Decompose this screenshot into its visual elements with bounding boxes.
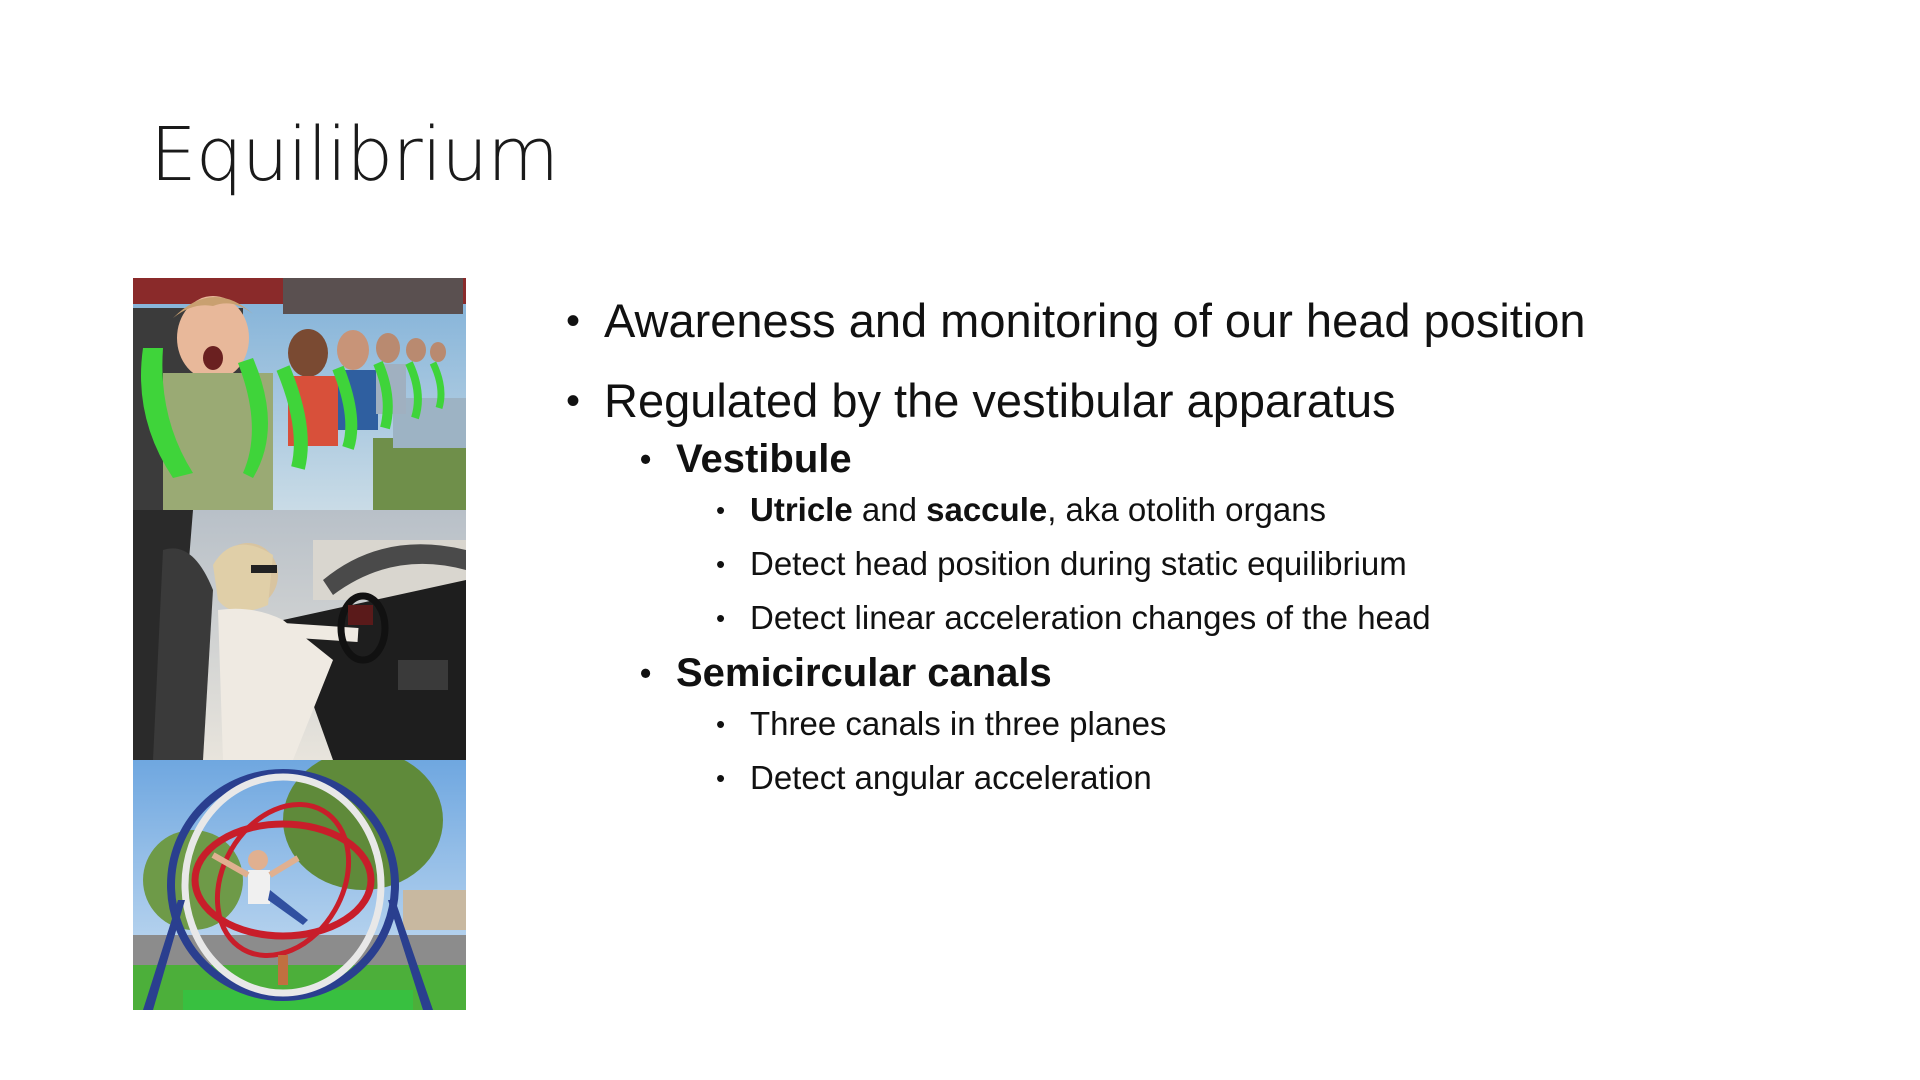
subheading-semicircular-canals [560, 648, 1860, 698]
item-text: Three canals in three planes [750, 705, 1167, 742]
bullet-vestibular-apparatus [560, 372, 1860, 430]
vestibule-item-static [560, 544, 1860, 584]
canals-item-planes [560, 704, 1860, 744]
otolith-text: , aka otolith organs [1047, 491, 1327, 528]
item-text: Detect head position during static equilibrium [750, 545, 1407, 582]
connector-text: and [852, 491, 927, 528]
term-saccule: saccule [926, 491, 1048, 528]
item-text: Detect angular acceleration [750, 759, 1152, 796]
canals-item-angular [560, 758, 1860, 798]
woman-driving-convertible-photo [133, 510, 466, 760]
vestibule-item-linear [560, 598, 1860, 638]
human-gyroscope-ride-photo [133, 760, 466, 1010]
bullet-head-position [560, 292, 1860, 350]
subheading-vestibule [560, 434, 1860, 484]
drop-tower-ride-riders-photo [133, 278, 466, 510]
slide-title: Equilibrium [150, 112, 559, 198]
bullet-text: Awareness and monitoring of our head position [604, 294, 1586, 347]
photo-column [133, 278, 466, 1010]
bullet-text: Regulated by the vestibular apparatus [604, 374, 1396, 427]
term-utricle: Utricle [750, 491, 853, 528]
subheading-text: Semicircular canals [676, 651, 1052, 695]
item-text: Detect linear acceleration changes of the head [750, 599, 1431, 636]
vestibule-item-otolith [560, 490, 1860, 530]
bullet-list [560, 292, 1860, 812]
subheading-text: Vestibule [676, 437, 852, 481]
